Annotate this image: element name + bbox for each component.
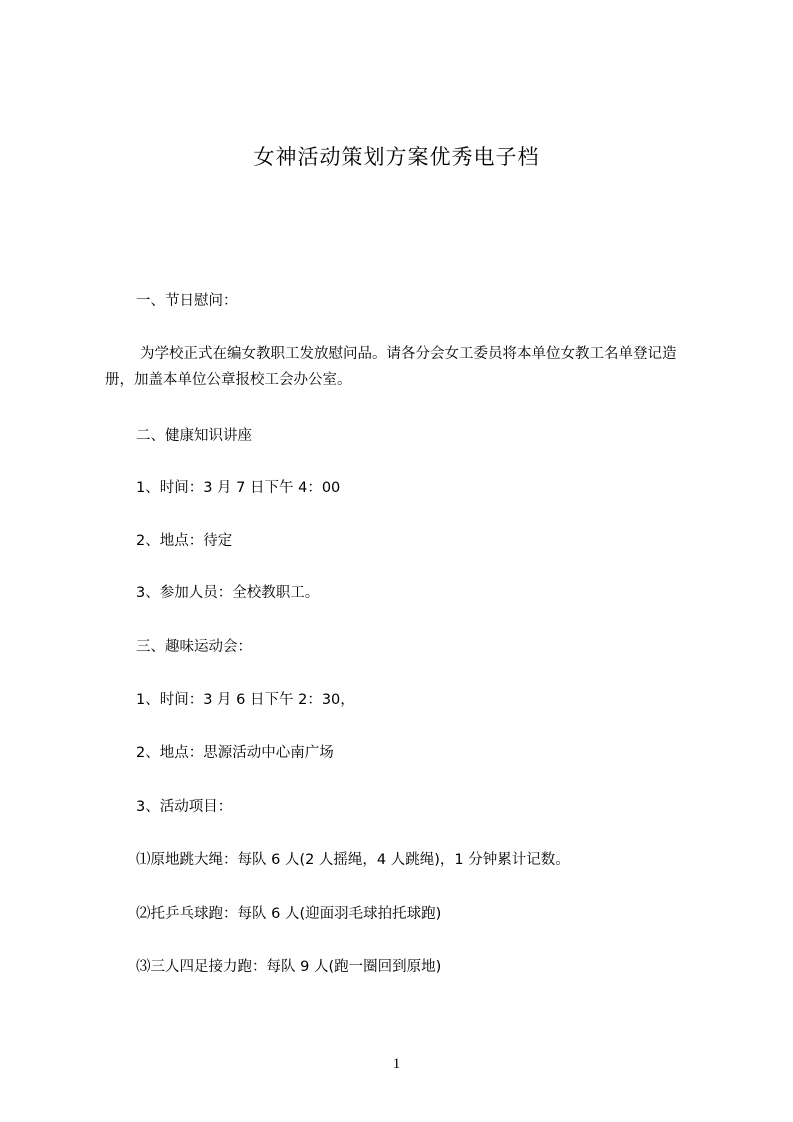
- page-number: 1: [392, 1056, 401, 1072]
- section-2-place: 2、地点：待定: [136, 533, 233, 549]
- section-1-heading: 一、节日慰问：: [136, 293, 238, 309]
- section-3-item-1: ⑴原地跳大绳：每队 6 人(2 人摇绳，4 人跳绳)，1 分钟累计记数。: [136, 852, 570, 868]
- section-3-place: 2、地点：思源活动中心南广场: [136, 745, 334, 761]
- section-2-participants: 3、参加人员：全校教职工。: [136, 585, 320, 601]
- section-3-items-heading: 3、活动项目：: [136, 799, 233, 815]
- section-2-time: 1、时间：3 月 7 日下午 4：00: [136, 480, 341, 496]
- section-1-paragraph: 为学校正式在编女教职工发放慰问品。请各分会女工委员将本单位女教工名单登记造册，加盖本单位公章报校工会办公室。: [105, 346, 677, 388]
- section-3-item-3: ⑶三人四足接力跑：每队 9 人(跑一圈回到原地): [136, 959, 442, 975]
- section-2-heading: 二、健康知识讲座: [136, 428, 252, 444]
- section-3-item-2: ⑵托乒乓球跑：每队 6 人(迎面羽毛球拍托球跑): [136, 906, 442, 922]
- section-3-heading: 三、趣味运动会：: [136, 639, 252, 655]
- document-title: 女神活动策划方案优秀电子档: [253, 145, 540, 169]
- section-3-time: 1、时间：3 月 6 日下午 2：30，: [136, 692, 355, 708]
